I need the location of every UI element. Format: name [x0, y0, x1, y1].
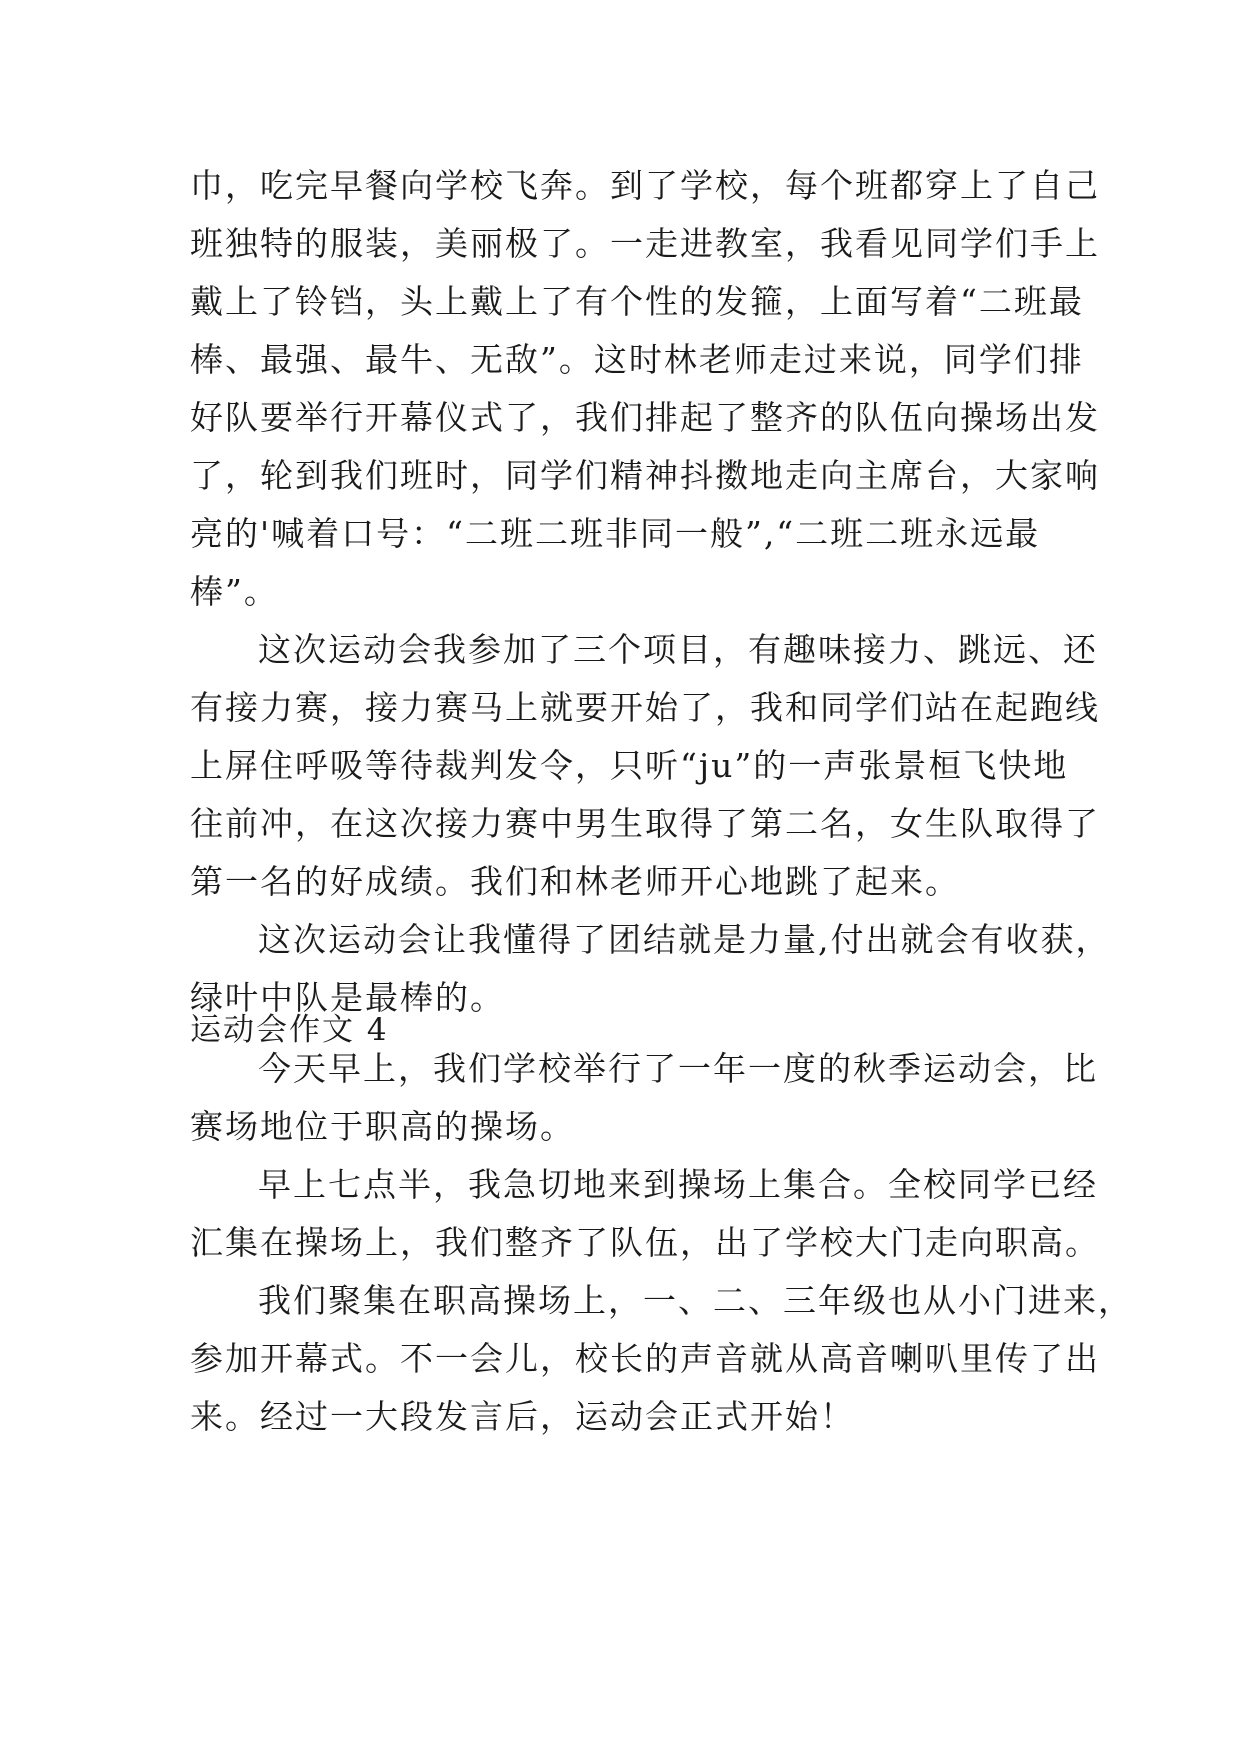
- essay4-body: [190, 1040, 1133, 1446]
- text-line: 我们聚集在职高操场上，一、二、三年级也从小门进来，: [258, 1281, 1133, 1320]
- text-line: 上屏住呼吸等待裁判发令，只听“ju”的一声张景桓飞快地: [190, 746, 1069, 785]
- text-line: 有接力赛，接力赛马上就要开始了，我和同学们站在起跑线: [190, 688, 1100, 727]
- essay3-body: [190, 157, 1111, 1027]
- text-line: 汇集在操场上，我们整齐了队伍，出了学校大门走向职高。: [190, 1223, 1100, 1262]
- text-line: 来。经过一大段发言后，运动会正式开始！: [190, 1397, 855, 1436]
- text-line: 戴上了铃铛，头上戴上了有个性的发箍，上面写着“二班最: [190, 282, 1084, 321]
- text-line: 今天早上，我们学校举行了一年一度的秋季运动会，比: [258, 1049, 1098, 1088]
- text-line: 亮的'喊着口号：“二班二班非同一般”,“二班二班永远最: [190, 514, 1041, 553]
- text-line: 往前冲，在这次接力赛中男生取得了第二名，女生队取得了: [190, 804, 1100, 843]
- text-line: 棒、最强、最牛、无敌”。这时林老师走过来说，同学们排: [190, 340, 1084, 379]
- text-line: 第一名的好成绩。我们和林老师开心地跳了起来。: [190, 862, 960, 901]
- text-line: 参加开幕式。不一会儿，校长的声音就从高音喇叭里传了出: [190, 1339, 1100, 1378]
- text-line: 赛场地位于职高的操场。: [190, 1107, 575, 1146]
- text-line: 棒”。: [190, 572, 279, 611]
- text-line: 绿叶中队是最棒的。: [190, 978, 505, 1017]
- text-line: 好队要举行开幕仪式了，我们排起了整齐的队伍向操场出发: [190, 398, 1100, 437]
- text-line: 班独特的服装，美丽极了。一走进教室，我看见同学们手上: [190, 224, 1100, 263]
- text-line: 早上七点半，我急切地来到操场上集合。全校同学已经: [258, 1165, 1098, 1204]
- text-line: 巾，吃完早餐向学校飞奔。到了学校，每个班都穿上了自己: [190, 166, 1100, 205]
- text-line: 这次运动会我参加了三个项目，有趣味接力、跳远、还: [258, 630, 1098, 669]
- text-line: 这次运动会让我懂得了团结就是力量,付出就会有收获，: [258, 920, 1111, 959]
- text-line: 了，轮到我们班时，同学们精神抖擞地走向主席台，大家响: [190, 456, 1100, 495]
- essay4-title: 运动会作文 4: [190, 1012, 389, 1048]
